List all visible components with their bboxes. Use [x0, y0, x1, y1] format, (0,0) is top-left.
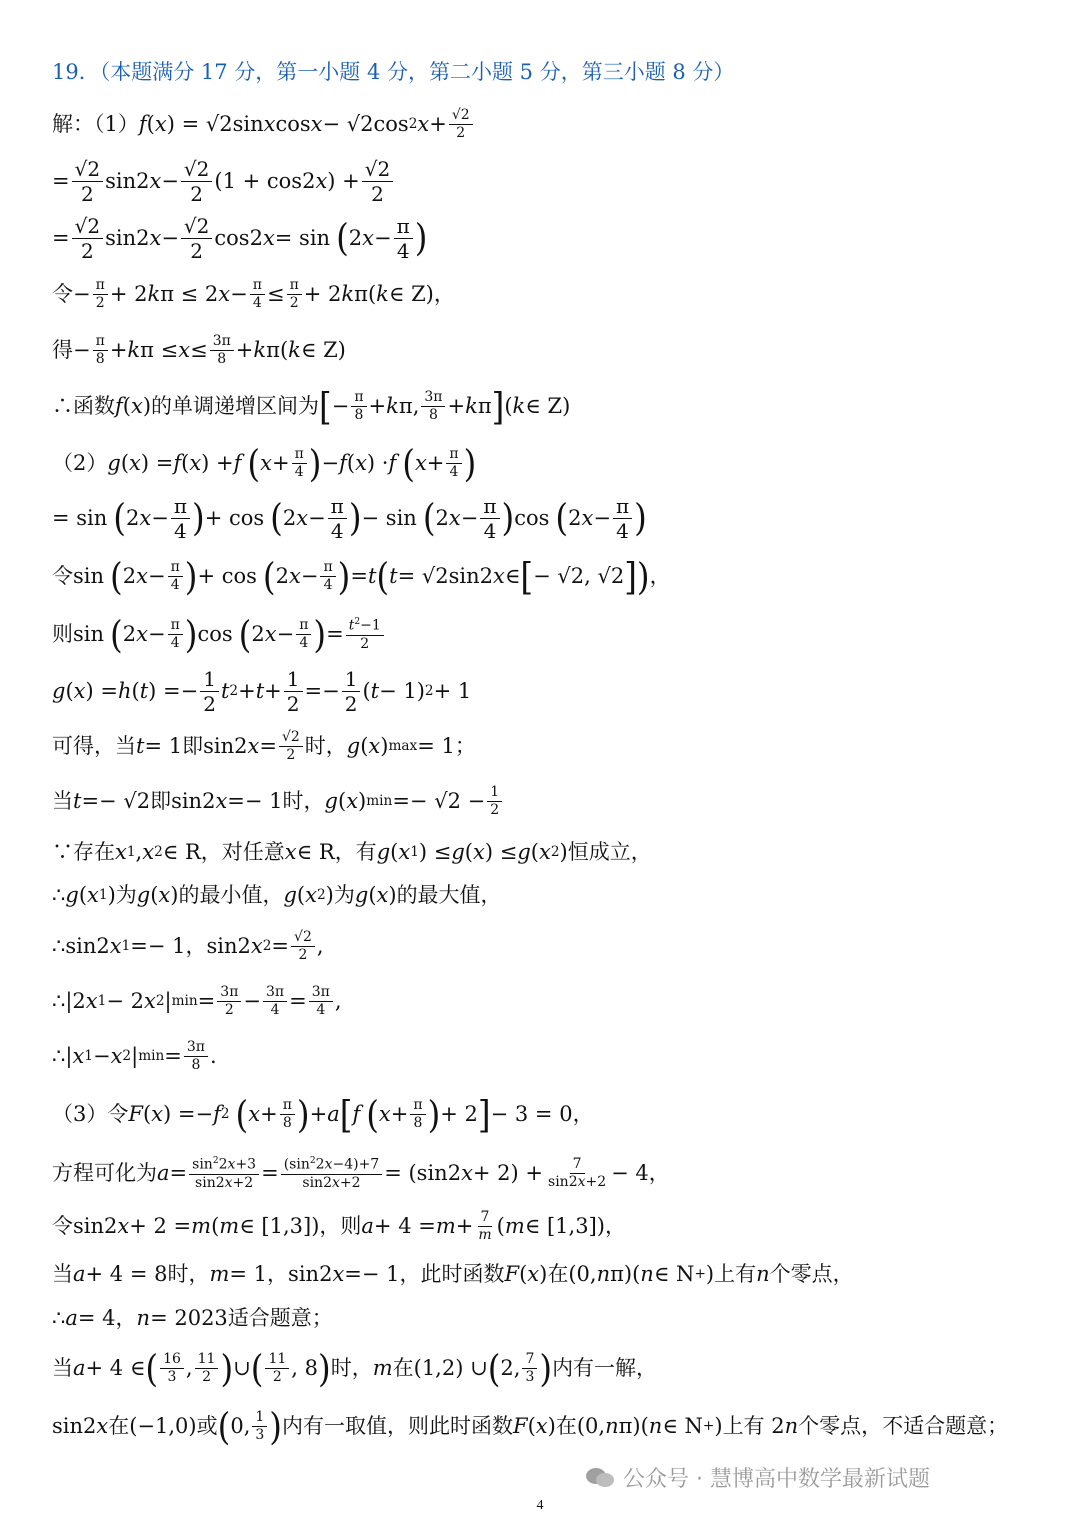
watermark — [585, 1462, 930, 1493]
page-number: 4 — [536, 1498, 544, 1513]
wechat-icon — [585, 1467, 615, 1489]
solution-line-25: sin2 x 在 (−1,0) 或 ( 0, 1 3 ) 内有一取值，则此时函数 F ( x ) 在 (0, n π)( n ∈ N + ) 上有 2 n 个零点，不适合题意； — [52, 1405, 1009, 1449]
solution-line-3: = √2 2 sin2 x − √2 2 cos2 x = sin ( 2 x − π 4 ) — [52, 214, 428, 263]
solution-line-1: 解：（1） f ( x ) = √2sin x cos x − √2cos 2 x + √2 2 — [52, 108, 475, 142]
solution-line-14: ∵存在 x 1 , x 2 ∈ R ，对任意 x ∈ R ，有 g ( x 1 ) ≤ g ( x ) ≤ g ( x 2 ) 恒成立， — [52, 840, 652, 864]
solution-line-9: 令 sin ( 2 x − π 4 ) + cos ( 2 x − π 4 ) = t ( t = √2sin2 x ∈ [ − √2, √2 ] ) ， — [52, 555, 671, 599]
solution-line-19: （3）令 F ( x ) =− f 2 ( x + π 8 ) + a [ f ( x + π 8 ) + 2 ] − 3 = 0， — [52, 1093, 594, 1137]
solution-line-16: ∴sin2 x 1 =− 1，sin2 x 2 = √2 2 , — [52, 929, 324, 964]
solution-line-8: = sin ( 2 x − π 4 ) + cos ( 2 x − π 4 ) − sin ( 2 x − π 4 ) cos ( 2 x − π 4 ) — [52, 494, 647, 543]
solution-line-5: 得 − π 8 + k π ≤ x ≤ 3π 8 + k π( k ∈ Z) — [52, 333, 346, 368]
solution-line-11: g ( x ) = h ( t ) =− 1 2 t 2 + t + 1 2 =− 1 2 ( t − 1) 2 + 1 — [52, 667, 472, 716]
solution-line-12: 可得，当 t = 1 即 sin2 x = √2 2 时， g ( x ) max = 1； — [52, 729, 476, 764]
solution-line-22: 当 a + 4 = 8 时， m = 1 ， sin2 x =− 1 ，此时函数 F ( x ) 在 (0, n π)( n ∈ N + ) 上有 n 个零点， — [52, 1262, 854, 1286]
solution-line-24: 当 a + 4 ∈ ( 16 3 , 11 2 ) ∪ ( 11 2 , 8 ) 时， m 在 (1,2) ∪ ( 2, 7 3 ) 内有一解， — [52, 1347, 658, 1391]
solution-line-7: （2） g ( x ) = f ( x ) + f ( x + π 4 ) − f ( x ) · f ( x + π 4 ) — [52, 442, 477, 486]
solution-line-21: 令 sin2 x + 2 = m ( m ∈ [1,3]) ，则 a + 4 = m + 7 m ( m ∈ [1,3])， — [52, 1209, 626, 1244]
solution-line-4: 令 − π 2 + 2 k π ≤ 2 x − π 4 ≤ π 2 + 2 k π( k ∈ Z)， — [52, 277, 455, 312]
solution-line-15: ∴ g ( x 1 ) 为 g ( x ) 的最小值， g ( x 2 )为 g ( x ) 的最大值， — [52, 883, 502, 907]
solution-label: 解：（1） — [52, 112, 139, 137]
solution-line-2: = √2 2 sin2 x − √2 2 (1 + cos2 x ) + √2 2 — [52, 158, 395, 205]
solution-line-6: ∴函数 f ( x ) 的单调递增区间为 [ − π 8 + k π, 3π 8 + k π ] ( k ∈ Z) — [52, 385, 571, 429]
solution-line-13: 当 t =− √2 即 sin2 x =− 1 时， g ( x ) min =− √2 − 1 2 — [52, 785, 504, 819]
problem-title: 19．（本题满分 17 分，第一小题 4 分，第二小题 5 分，第三小题 8 分） — [52, 60, 735, 84]
solution-line-10: 则 sin ( 2 x − π 4 ) cos ( 2 x − π 4 ) = $t^2-1$ 2 — [52, 617, 386, 652]
watermark-text: 公众号 · 慧博高中数学最新试题 — [623, 1467, 930, 1492]
solution-line-20: 方程可化为 a = $\sin^22x+3$ sin2x+2 = $(\sin^22x-4)+7$ sin2x+2 = (sin2 x + 2) + 7 sin2x+2 − 4， — [52, 1155, 670, 1191]
solution-line-23: ∴ a = 4， n = 2023 适合题意； — [52, 1306, 333, 1330]
solution-line-17: ∴|2 x 1 − 2 x 2 | min = 3π 2 − 3π 4 = 3π 4 , — [52, 984, 342, 1019]
solution-line-18: ∴| x 1 − x 2 | min = 3π 8 . — [52, 1039, 217, 1074]
